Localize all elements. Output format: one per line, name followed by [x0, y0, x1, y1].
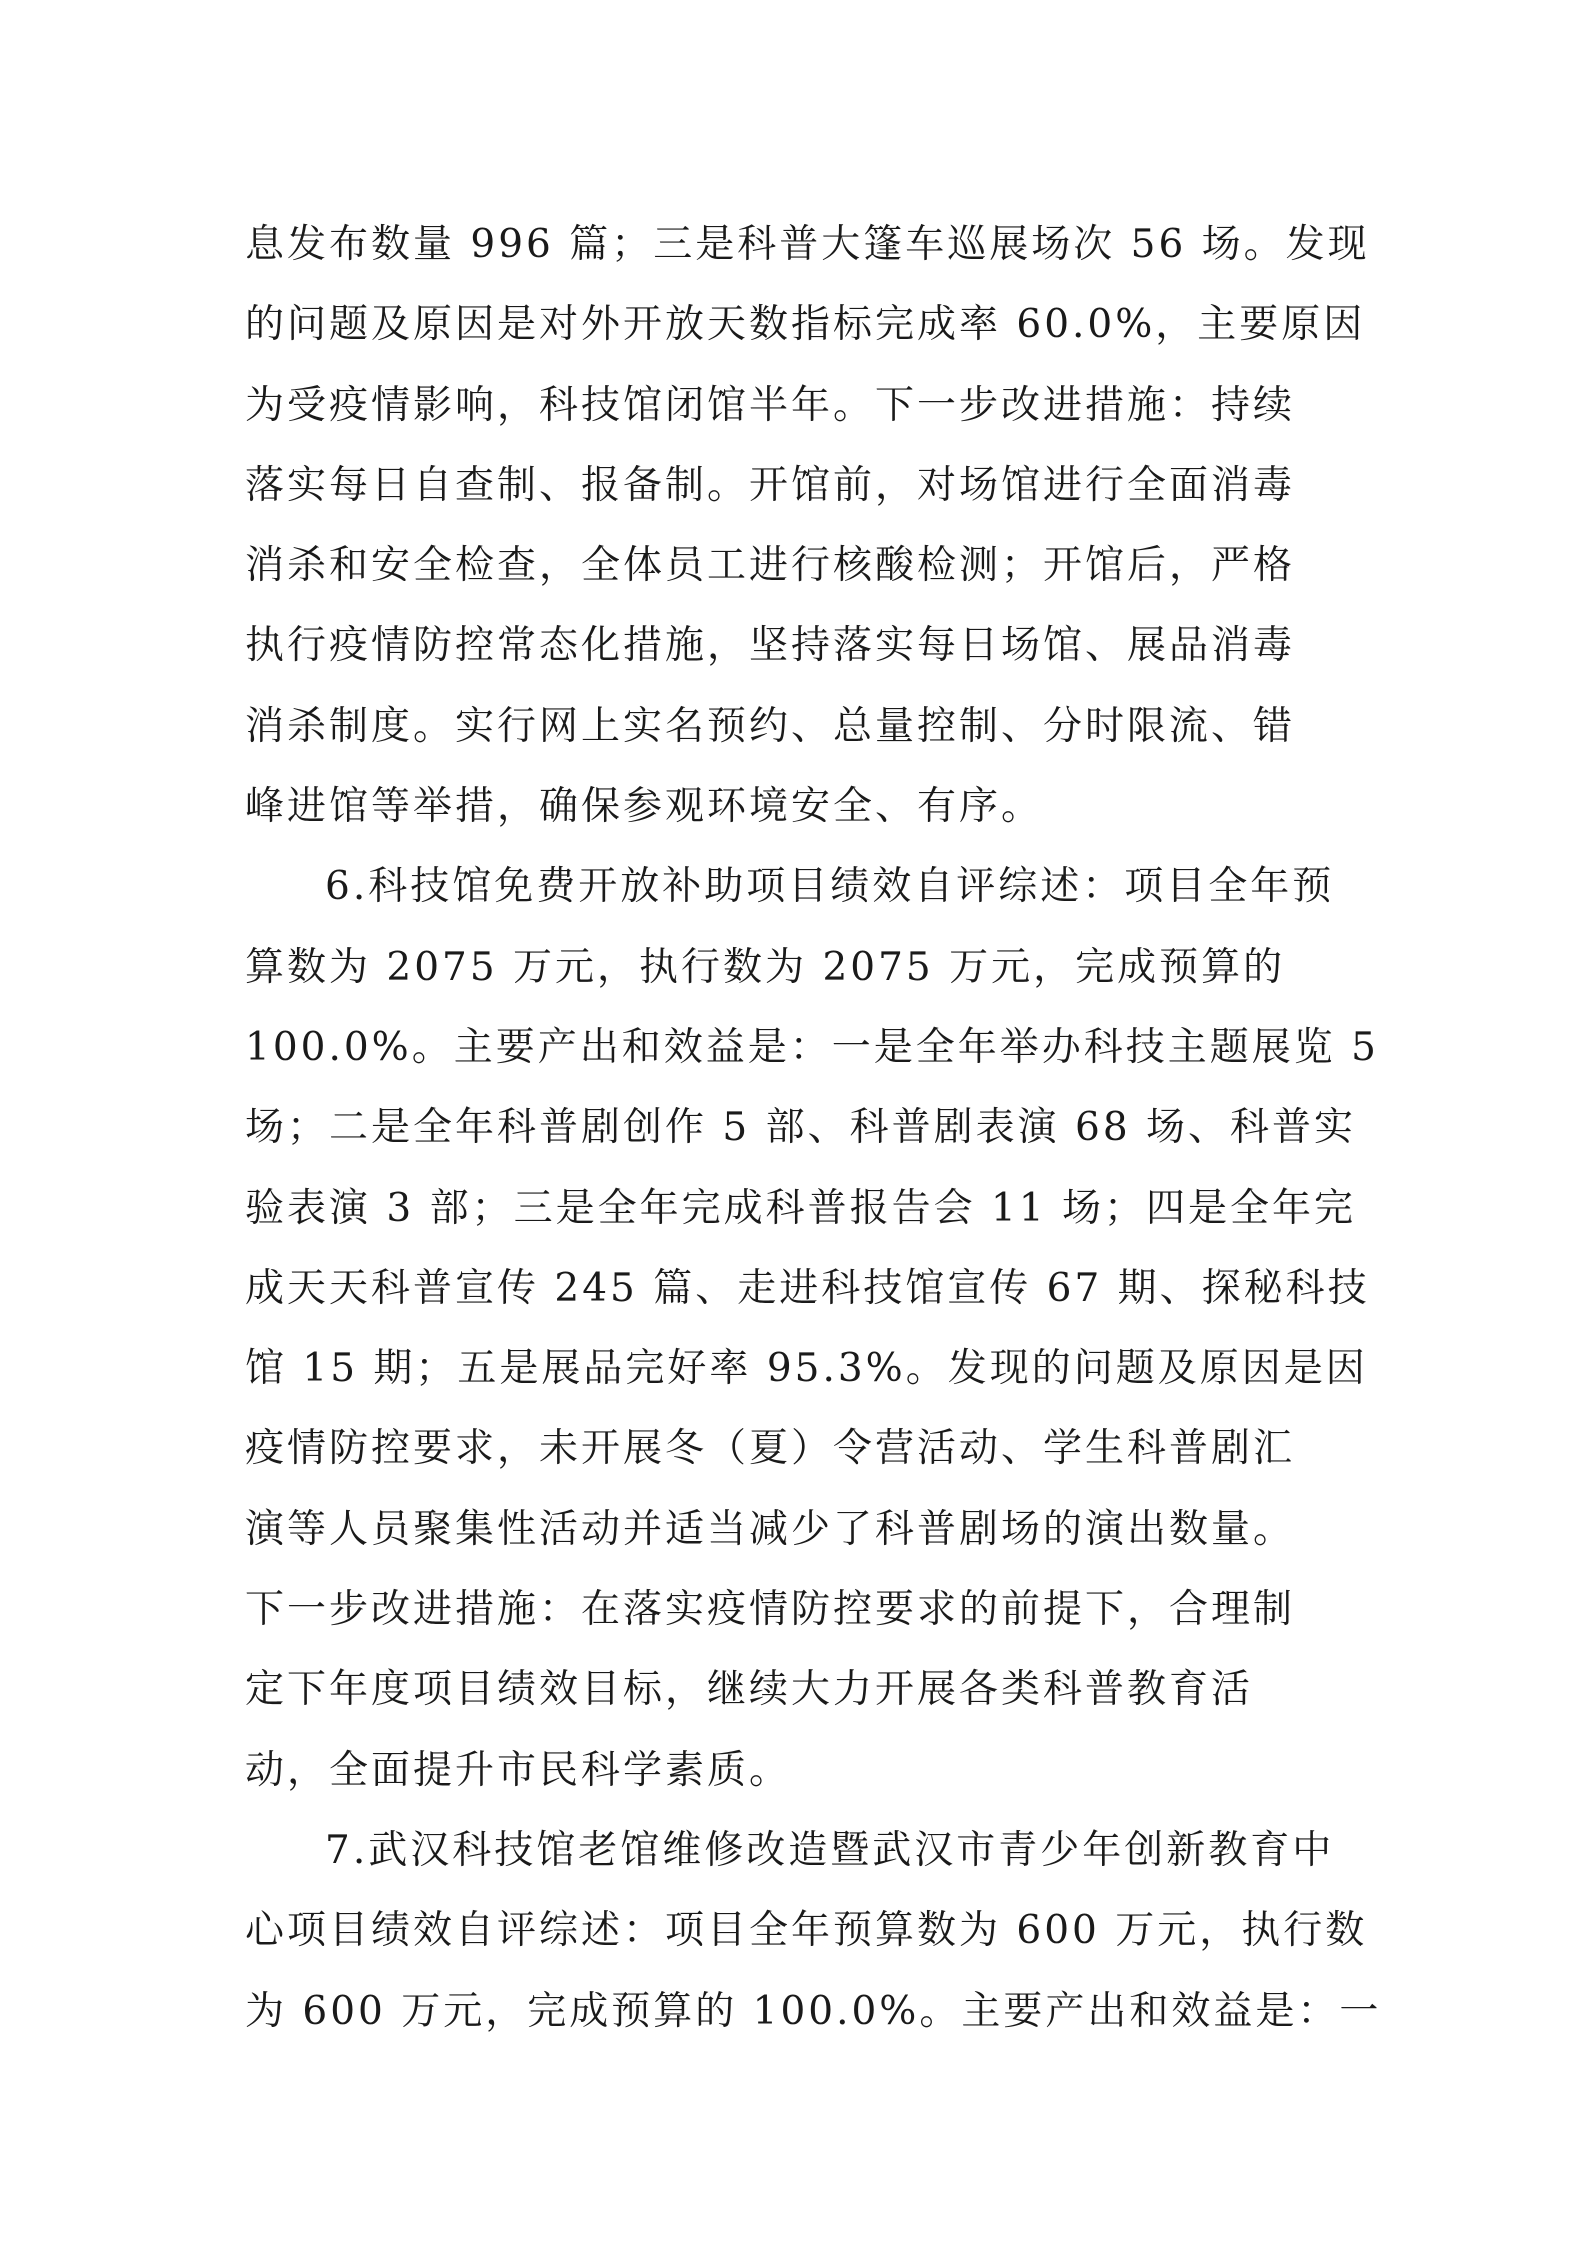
body-text — [245, 205, 1382, 2052]
text-line: 峰进馆等举措，确保参观环境安全、有序。 — [245, 784, 1044, 830]
text-line: 执行疫情防控常态化措施，坚持落实每日场馆、展品消毒 — [245, 623, 1296, 669]
text-line: 为受疫情影响，科技馆闭馆半年。下一步改进措施：持续 — [245, 382, 1296, 428]
text-line: 动，全面提升市民科学素质。 — [245, 1747, 792, 1793]
text-line: 息发布数量 996 篇；三是科普大篷车巡展场次 56 场。发现 — [245, 222, 1370, 267]
text-line: 下一步改进措施：在落实疫情防控要求的前提下，合理制 — [245, 1587, 1296, 1633]
text-line: 定下年度项目绩效目标，继续大力开展各类科普教育活 — [245, 1667, 1254, 1713]
text-line: 演等人员聚集性活动并适当减少了科普剧场的演出数量。 — [245, 1506, 1296, 1552]
text-line: 为 600 万元，完成预算的 100.0%。主要产出和效益是：一 — [245, 1988, 1382, 2034]
text-line: 疫情防控要求，未开展冬（夏）令营活动、学生科普剧汇 — [245, 1426, 1296, 1472]
text-line: 落实每日自查制、报备制。开馆前，对场馆进行全面消毒 — [245, 462, 1296, 508]
text-line: 场；二是全年科普剧创作 5 部、科普剧表演 68 场、科普实 — [245, 1105, 1357, 1151]
text-line: 验表演 3 部；三是全年完成科普报告会 11 场；四是全年完 — [245, 1185, 1357, 1231]
text-line: 的问题及原因是对外开放天数指标完成率 60.0%，主要原因 — [245, 302, 1366, 348]
text-line: 馆 15 期；五是展品完好率 95.3%。发现的问题及原因是因 — [245, 1346, 1368, 1392]
text-line: 100.0%。主要产出和效益是：一是全年举办科技主题展览 5 — [245, 1024, 1379, 1070]
text-line: 6.科技馆免费开放补助项目绩效自评综述：项目全年预 — [325, 864, 1335, 910]
text-line: 消杀和安全检查，全体员工进行核酸检测；开馆后，严格 — [245, 543, 1296, 589]
text-line: 成天天科普宣传 245 篇、走进科技馆宣传 67 期、探秘科技 — [245, 1265, 1370, 1311]
text-line: 算数为 2075 万元，执行数为 2075 万元，完成预算的 — [245, 944, 1286, 990]
text-line: 7.武汉科技馆老馆维修改造暨武汉市青少年创新教育中 — [325, 1827, 1335, 1873]
text-line: 心项目绩效自评综述：项目全年预算数为 600 万元，执行数 — [245, 1908, 1368, 1954]
text-line: 消杀制度。实行网上实名预约、总量控制、分时限流、错 — [245, 703, 1296, 749]
